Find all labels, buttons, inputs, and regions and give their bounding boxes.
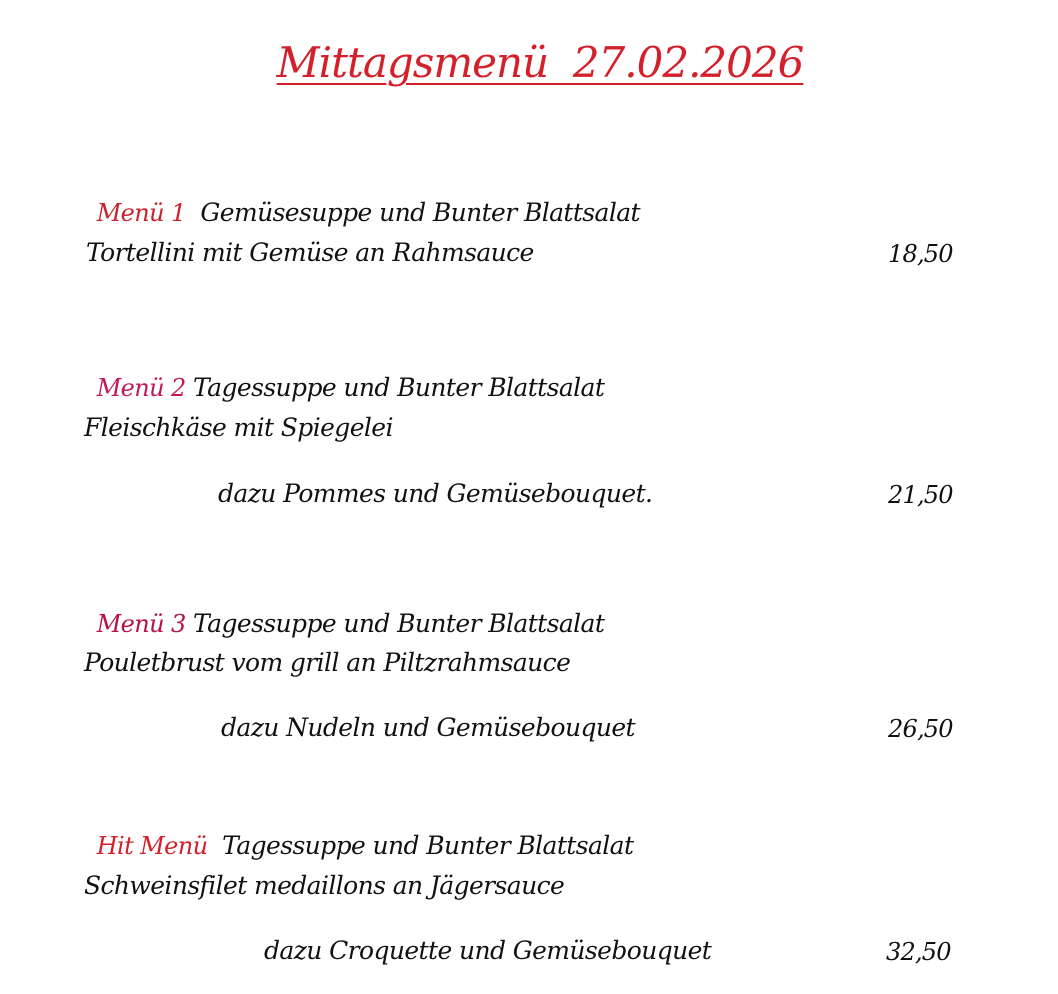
menu-title: Mittagsmenü 27.02.2026: [276, 38, 804, 87]
hit-menu-main: Schweinsfilet medaillons an Jägersauce: [84, 871, 565, 900]
menu-2-price: 21,50: [888, 481, 953, 509]
menu-2-main: Fleischkäse mit Spiegelei: [84, 413, 393, 442]
menu-3-label: Menü 3: [96, 610, 186, 638]
menu-1-starter: Gemüsesuppe und Bunter Blattsalat: [185, 198, 640, 227]
menu-3-main: Pouletbrust vom grill an Piltzrahmsauce: [84, 648, 571, 677]
menu-1-label: Menü 1: [96, 199, 186, 227]
menu-1-price: 18,50: [888, 240, 953, 268]
menu-3-heading: [82, 586, 604, 636]
hit-menu-side: dazu Croquette und Gemüsebouquet: [264, 936, 712, 965]
menu-3-price: 26,50: [888, 715, 953, 743]
menu-1-main: Tortellini mit Gemüse an Rahmsauce: [86, 238, 534, 267]
menu-3-starter: Tagessuppe und Bunter Blattsalat: [185, 609, 605, 638]
hit-menu-heading: [82, 808, 633, 858]
menu-1-heading: [82, 175, 640, 225]
hit-menu-starter: Tagessuppe und Bunter Blattsalat: [207, 831, 634, 860]
hit-menu-label: Hit Menü: [96, 832, 208, 860]
hit-menu-price: 32,50: [886, 938, 951, 966]
menu-2-label: Menü 2: [96, 374, 186, 402]
menu-2-side: dazu Pommes und Gemüsebouquet.: [218, 479, 653, 508]
menu-2-heading: [82, 350, 604, 400]
menu-3-side: dazu Nudeln und Gemüsebouquet: [221, 713, 635, 742]
menu-2-starter: Tagessuppe und Bunter Blattsalat: [185, 373, 605, 402]
